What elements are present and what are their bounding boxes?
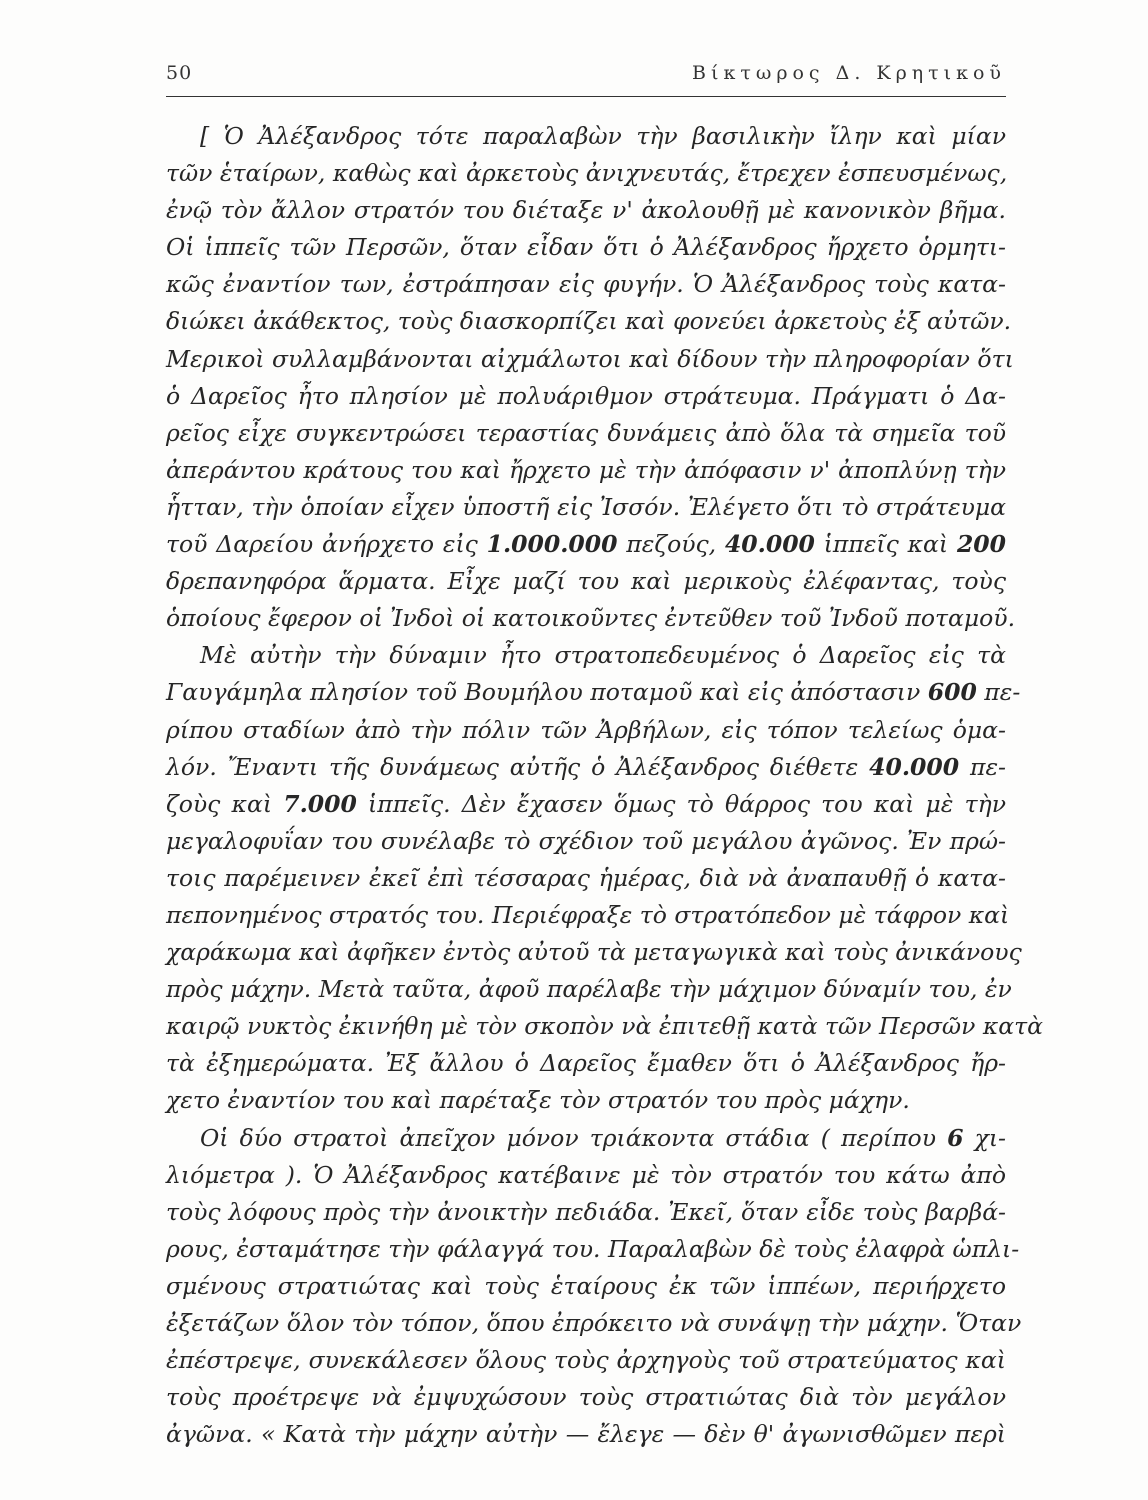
text-line: τοῦ Δαρείου ἀνήρχετο εἰς 1.000.000 πεζούς, 40.000 ἱππεῖς καὶ 200 xyxy=(166,530,1006,559)
text-line: ἐνῷ τὸν ἄλλον στρατόν του διέταξε ν' ἀκολουθῇ μὲ κανονικὸν βῆμα. xyxy=(166,196,1006,225)
text-line: Μὲ αὐτὴν τὴν δύναμιν ἦτο στρατοπεδευμένος ὁ Δαρεῖος εἰς τὰ xyxy=(200,641,1006,670)
text-line: ἐξετάζων ὅλον τὸν τόπον, ὅπου ἐπρόκειτο νὰ συνάψῃ τὴν μάχην. Ὅταν xyxy=(166,1309,1022,1337)
text-line: μεγαλοφυΐαν του συνέλαβε τὸ σχέδιον τοῦ μεγάλου ἀγῶνος. Ἐν πρώ- xyxy=(166,826,1006,855)
text-line: τοὺς λόφους πρὸς τὴν ἀνοικτὴν πεδιάδα. Ἐκεῖ, ὅταν εἶδε τοὺς βαρβά- xyxy=(166,1197,1006,1226)
text-line: Μερικοὶ συλλαμβάνονται αἰχμάλωτοι καὶ δίδουν τὴν πληροφορίαν ὅτι xyxy=(166,344,1014,373)
header-rule xyxy=(166,96,1006,97)
text-line: τὰ ἐξημερώματα. Ἐξ ἄλλου ὁ Δαρεῖος ἔμαθεν ὅτι ὁ Ἀλέξανδρος ἤρ- xyxy=(166,1049,1006,1078)
text-line: λόν. Ἔναντι τῆς δυνάμεως αὐτῆς ὁ Ἀλέξανδρος διέθετε 40.000 πε- xyxy=(166,752,1006,781)
text-line: ρεῖος εἶχε συγκεντρώσει τεραστίας δυνάμεις ἀπὸ ὅλα τὰ σημεῖα τοῦ xyxy=(166,418,1006,447)
text-line: λιόμετρα ). Ὁ Ἀλέξανδρος κατέβαινε μὲ τὸν στρατόν του κάτω ἀπὸ xyxy=(166,1160,1006,1189)
text-line: σμένους στρατιώτας καὶ τοὺς ἑταίρους ἐκ τῶν ἱππέων, περιήρχετο xyxy=(166,1271,1006,1300)
page-header xyxy=(166,56,1006,96)
text-line: δρεπανηφόρα ἅρματα. Εἶχε μαζί του καὶ μερικοὺς ἐλέφαντας, τοὺς xyxy=(166,567,1006,596)
text-line: ἀγῶνα. « Κατὰ τὴν μάχην αὐτὴν — ἔλεγε — δὲν θ' ἀγωνισθῶμεν περὶ xyxy=(166,1420,1006,1449)
text-line: ὁ Δαρεῖος ἦτο πλησίον μὲ πολυάριθμον στράτευμα. Πράγματι ὁ Δα- xyxy=(166,381,1006,410)
text-line: Γαυγάμηλα πλησίον τοῦ Βουμήλου ποταμοῦ καὶ εἰς ἀπόστασιν 600 πε- xyxy=(166,678,1021,707)
page-number: 50 xyxy=(166,62,193,84)
text-line: τοὺς προέτρεψε νὰ ἐμψυχώσουν τοὺς στρατιώτας διὰ τὸν μεγάλον xyxy=(166,1383,1006,1412)
text-line: χετο ἐναντίον του καὶ παρέταξε τὸν στρατόν του πρὸς μάχην. xyxy=(166,1086,910,1115)
text-line: τοις παρέμεινεν ἐκεῖ ἐπὶ τέσσαρας ἡμέρας, διὰ νὰ ἀναπαυθῇ ὁ κατα- xyxy=(166,863,1006,892)
text-line: πεπονημένος στρατός του. Περιέφραξε τὸ στρατόπεδον μὲ τάφρον καὶ xyxy=(166,900,1010,929)
text-line: ρους, ἐσταμάτησε τὴν φάλαγγά του. Παραλαβὼν δὲ τοὺς ἐλαφρὰ ὡπλι- xyxy=(166,1234,1020,1263)
text-line: τῶν ἑταίρων, καθὼς καὶ ἀρκετοὺς ἀνιχνευτάς, ἔτρεχεν ἐσπευσμένως, xyxy=(166,159,1008,188)
text-line: καιρῷ νυκτὸς ἐκινήθη μὲ τὸν σκοπὸν νὰ ἐπιτεθῇ κατὰ τῶν Περσῶν κατὰ xyxy=(166,1012,1043,1041)
text-line: ρίπου σταδίων ἀπὸ τὴν πόλιν τῶν Ἀρβήλων, εἰς τόπον τελείως ὁμα- xyxy=(166,715,1006,744)
text-line: ἧτταν, τὴν ὁποίαν εἶχεν ὑποστῆ εἰς Ἰσσόν. Ἐλέγετο ὅτι τὸ στράτευμα xyxy=(166,492,1006,521)
text-line: ζοὺς καὶ 7.000 ἱππεῖς. Δὲν ἔχασεν ὅμως τὸ θάρρος του καὶ μὲ τὴν xyxy=(166,789,1006,818)
text-line: πρὸς μάχην. Μετὰ ταῦτα, ἀφοῦ παρέλαβε τὴν μάχιμον δύναμίν του, ἐν xyxy=(166,975,1012,1004)
body-text xyxy=(166,118,1043,1453)
text-line: χαράκωμα καὶ ἀφῆκεν ἐντὸς αὐτοῦ τὰ μεταγωγικὰ καὶ τοὺς ἀνικάνους xyxy=(166,938,1022,967)
text-line: διώκει ἀκάθεκτος, τοὺς διασκορπίζει καὶ φονεύει ἀρκετοὺς ἐξ αὐτῶν. xyxy=(166,307,1012,336)
text-line: ἐπέστρεψε, συνεκάλεσεν ὅλους τοὺς ἀρχηγοὺς τοῦ στρατεύματος καὶ xyxy=(166,1346,1006,1375)
running-title: Βίκτωρος Δ. Κρητικοῦ xyxy=(692,62,1006,84)
text-line: ὁποίους ἔφερον οἱ Ἰνδοὶ οἱ κατοικοῦντες ἐντεῦθεν τοῦ Ἰνδοῦ ποταμοῦ. xyxy=(166,604,1016,633)
text-line: Οἱ ἱππεῖς τῶν Περσῶν, ὅταν εἶδαν ὅτι ὁ Ἀλέξανδρος ἤρχετο ὁρμητι- xyxy=(166,233,1006,262)
text-line: ἀπεράντου κράτους του καὶ ἤρχετο μὲ τὴν ἀπόφασιν ν' ἀποπλύνῃ τὴν xyxy=(166,455,1006,484)
text-line: [ Ὁ Ἀλέξανδρος τότε παραλαβὼν τὴν βασιλικὴν ἴλην καὶ μίαν xyxy=(200,122,1006,150)
text-line: Οἱ δύο στρατοὶ ἀπεῖχον μόνον τριάκοντα στάδια ( περίπου 6 χι- xyxy=(200,1123,1006,1152)
text-line: κῶς ἐναντίον των, ἐστράπησαν εἰς φυγήν. Ὁ Ἀλέξανδρος τοὺς κατα- xyxy=(166,270,1006,299)
